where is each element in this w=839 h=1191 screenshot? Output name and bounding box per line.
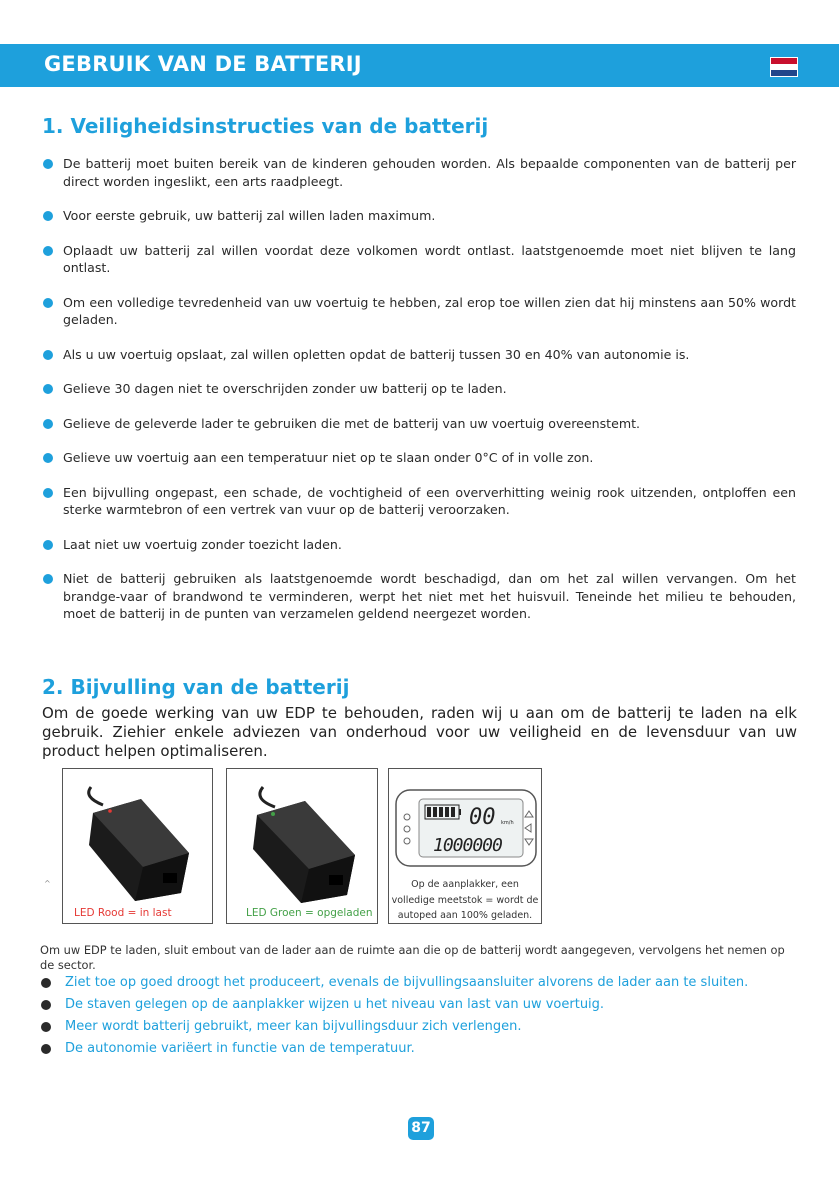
- list-item: Oplaadt uw batterij zal willen voordat deze volkomen wordt ontlast. laatstgenoemde moet niet blijven te lang ontlast.: [42, 242, 796, 277]
- safety-instructions-list: [42, 155, 796, 623]
- list-item: Als u uw voertuig opslaat, zal willen opletten opdat de batterij tussen 30 en 40% van autonomie is.: [42, 346, 796, 364]
- bullet-icon: [43, 246, 53, 256]
- charger-green-led-image: [226, 768, 378, 924]
- netherlands-flag-icon: [770, 57, 798, 77]
- bullet-icon: [41, 1044, 51, 1054]
- list-item: De staven gelegen op de aanplakker wijzen u het niveau van last van uw voertuig.: [40, 996, 748, 1018]
- charging-tips-list: [40, 974, 748, 1062]
- small-mark: ^: [44, 879, 51, 888]
- section-1-title: 1. Veiligheidsinstructies van de batterij: [42, 114, 489, 138]
- bullet-icon: [43, 384, 53, 394]
- list-item: Ziet toe op goed droogt het produceert, evenals de bijvullingsaansluiter alvorens de lader aan te sluiten.: [40, 974, 748, 996]
- bullet-icon: [43, 540, 53, 550]
- scooter-display-image: [388, 768, 542, 924]
- list-item: Een bijvulling ongepast, een schade, de vochtigheid of een oververhitting weinig rook uitzenden, ontploffen een sterke warmtebron of een vertrek van vuur op de batterij veroorzaken.: [42, 484, 796, 519]
- list-item: Voor eerste gebruik, uw batterij zal willen laden maximum.: [42, 207, 796, 225]
- bullet-icon: [43, 211, 53, 221]
- display-odometer: 1000000: [433, 835, 502, 856]
- charging-intro: Om de goede werking van uw EDP te behouden, raden wij u aan om de batterij te laden na elk gebruik. Ziehier enkele adviezen van onderhoud voor uw veiligheid en de levensduur van uw product helpen optimaliseren.: [42, 704, 797, 760]
- bullet-icon: [43, 488, 53, 498]
- list-item: Om een volledige tevredenheid van uw voertuig te hebben, zal erop toe willen zien dat hij minstens aan 50% wordt geladen.: [42, 294, 796, 329]
- bullet-icon: [43, 574, 53, 584]
- list-item: De autonomie variëert in functie van de temperatuur.: [40, 1040, 748, 1062]
- page-header-title: GEBRUIK VAN DE BATTERIJ: [44, 52, 362, 76]
- display-caption: Op de aanplakker, een volledige meetstok = wordt de autoped aan 100% geladen.: [391, 879, 539, 921]
- bullet-icon: [43, 419, 53, 429]
- bullet-icon: [41, 978, 51, 988]
- charger-icon: [227, 769, 377, 923]
- display-speed: 00: [469, 805, 496, 830]
- list-item: Meer wordt batterij gebruikt, meer kan bijvullingsduur zich verlengen.: [40, 1018, 748, 1040]
- bullet-icon: [43, 350, 53, 360]
- bullet-icon: [41, 1000, 51, 1010]
- bullet-icon: [43, 159, 53, 169]
- bullet-icon: [41, 1022, 51, 1032]
- display-unit: km/h: [501, 820, 514, 826]
- red-led-caption: LED Rood = in last: [74, 907, 172, 919]
- charger-icon: [63, 769, 212, 923]
- bullet-icon: [43, 453, 53, 463]
- list-item: Gelieve uw voertuig aan een temperatuur niet op te slaan onder 0°C of in volle zon.: [42, 449, 796, 467]
- charging-note: Om uw EDP te laden, sluit embout van de lader aan de ruimte aan die op de batterij wordt aangegeven, vervolgens het nemen op de sector.: [40, 943, 785, 972]
- list-item: Gelieve de geleverde lader te gebruiken die met de batterij van uw voertuig overeenstemt.: [42, 415, 796, 433]
- charger-red-led-image: [62, 768, 213, 924]
- list-item: Laat niet uw voertuig zonder toezicht laden.: [42, 536, 796, 554]
- list-item: Gelieve 30 dagen niet te overschrijden zonder uw batterij op te laden.: [42, 380, 796, 398]
- page-number: 87: [408, 1117, 434, 1140]
- section-2-title: 2. Bijvulling van de batterij: [42, 675, 350, 699]
- green-led-caption: LED Groen = opgeladen: [246, 907, 373, 919]
- list-item: De batterij moet buiten bereik van de kinderen gehouden worden. Als bepaalde componenten van de batterij per direct worden ingeslikt, een arts raadpleegt.: [42, 155, 796, 190]
- list-item: Niet de batterij gebruiken als laatstgenoemde wordt beschadigd, dan om het zal willen vervangen. Om het brandge-vaar of brandwond te verminderen, werpt het niet met het huisvuil. Teneinde het milieu te behouden, moet de batterij in de punten van verzamelen geldend neergezet worden.: [42, 570, 796, 623]
- bullet-icon: [43, 298, 53, 308]
